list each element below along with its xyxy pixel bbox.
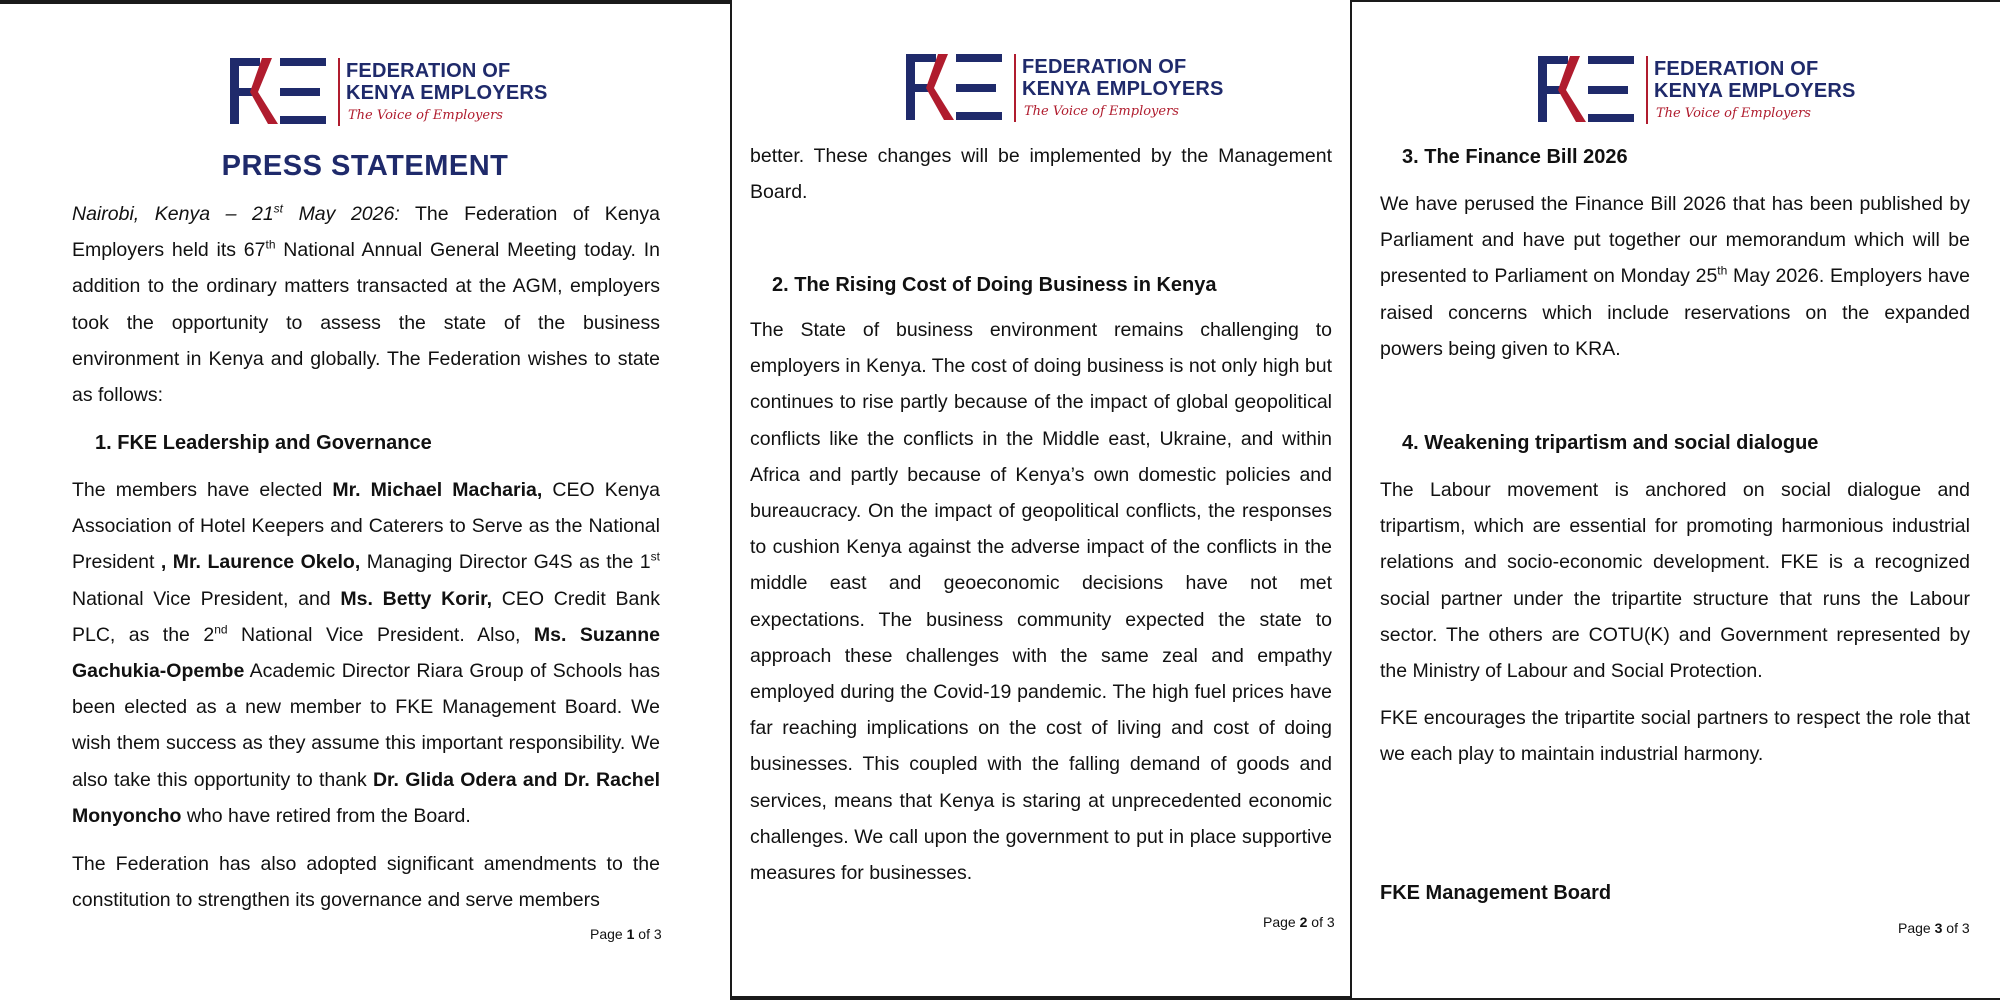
document-page-2 [732, 0, 1350, 996]
page-number: Page 3 of 3 [1898, 920, 1970, 936]
fke-logo-mark-icon [1536, 54, 1636, 126]
fke-logo [228, 56, 548, 132]
page-title: PRESS STATEMENT [221, 150, 509, 182]
page-number: Page 2 of 3 [1263, 914, 1335, 930]
org-tagline: The Voice of Employers [1024, 104, 1179, 119]
org-name: FEDERATION OF KENYA EMPLOYERS [1022, 56, 1224, 100]
page-number: Page 1 of 3 [590, 926, 662, 942]
org-tagline: The Voice of Employers [1656, 106, 1811, 121]
fke-logo [1536, 54, 1856, 130]
amendments-paragraph: The Federation has also adopted significant amendments to the constitution to strengthen its governance and serve members [72, 853, 660, 912]
org-name: FEDERATION OF KENYA EMPLOYERS [346, 60, 548, 104]
section-heading-3: 3. The Finance Bill 2026 [1402, 146, 1628, 168]
fke-logo-mark-icon [904, 52, 1004, 124]
document-page-3 [1352, 2, 2000, 998]
fke-logo-mark-icon [228, 56, 328, 128]
finance-bill-paragraph: We have perused the Finance Bill 2026 that has been published by Parliament and have put together our memorandum which will be presented to Parliament on Monday 25th May 2026. Employers have raised concerns which include reservations on the expanded powers being given to KRA. [1380, 193, 1971, 360]
harmony-paragraph: FKE encourages the tripartite social partners to respect the role that we each play to maintain industrial harmony. [1380, 707, 1970, 766]
tripartism-paragraph: The Labour movement is anchored on social dialogue and tripartism, which are essential for promoting harmonious industrial relations and socio-economic development. FKE is a recognized social partner under the tripartite structure that runs the Labour sector. The others are COTU(K) and Government represented by the Ministry of Labour and Social Protection. [1380, 479, 1970, 683]
cost-of-business-paragraph: The State of business environment remains challenging to employers in Kenya. The cost of doing business is not only high but continues to rise partly because of the impact of global geopolitical conflicts like the conflicts in the Middle east, Ukraine, and within Africa and partly because of Kenya’s own domestic policies and bureaucracy. On the impact of geopolitical conflicts, the responses to cushion Kenya against the adverse impact of the conflicts in the middle east and geoeconomic decisions have not met expectations. The business community expected the state to approach these challenges with the same zeal and empathy employed during the Covid-19 pandemic. The high fuel prices have far reaching implications on the cost of living and cost of doing businesses. This coupled with the falling demand of goods and services, means that Kenya is staring at unprecedented economic challenges. We call upon the government to put in place supportive measures for businesses. [750, 319, 1332, 885]
section-heading-4: 4. Weakening tripartism and social dialogue [1402, 432, 1819, 454]
continued-paragraph: better. These changes will be implemented by the Management Board. [750, 145, 1332, 204]
signoff: FKE Management Board [1380, 882, 1612, 904]
document-page-1 [0, 4, 730, 1000]
org-name: FEDERATION OF KENYA EMPLOYERS [1654, 58, 1856, 102]
leadership-paragraph: The members have elected Mr. Michael Macharia, CEO Kenya Association of Hotel Keepers and Caterers to Serve as the National President , Mr. Laurence Okelo, Managing Director G4S as the 1st National Vice President, and Ms. Betty Korir, CEO Credit Bank PLC, as the 2nd National Vice President. Also, Ms. Suzanne Gachukia-Opembe Academic Director Riara Group of Schools has been elected as a new member to FKE Management Board. We wish them success as they assume this important responsibility. We also take this opportunity to thank Dr. Glida Odera and Dr. Rachel Monyoncho who have retired from the Board. [72, 479, 661, 827]
intro-paragraph: Nairobi, Kenya – 21st May 2026: The Federation of Kenya Employers held its 67th National Annual General Meeting today. In addition to the ordinary matters transacted at the AGM, employers took the opportunity to assess the state of the business environment in Kenya and globally. The Federation wishes to state as follows: [72, 201, 660, 407]
section-heading-1: 1. FKE Leadership and Governance [95, 432, 432, 454]
fke-logo [904, 52, 1224, 128]
org-tagline: The Voice of Employers [348, 108, 503, 123]
section-heading-2: 2. The Rising Cost of Doing Business in Kenya [772, 274, 1217, 296]
